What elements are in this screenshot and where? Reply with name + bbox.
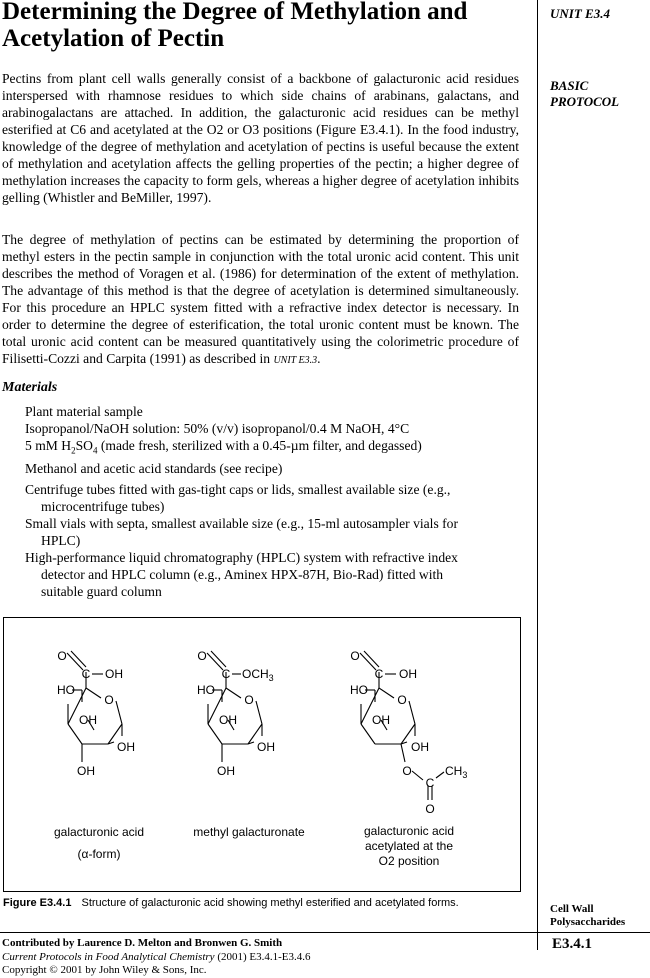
atom-label-och: OCH xyxy=(242,667,269,681)
material-line: Centrifuge tubes fitted with gas-tight caps or lids, smallest available size (e.g., xyxy=(25,482,451,497)
page-code: E3.4.1 xyxy=(552,936,593,952)
atom-label: OH xyxy=(219,713,237,727)
material-item: Plant material sample xyxy=(25,404,143,419)
h2so4-prefix: 5 mM H xyxy=(25,438,72,453)
atom-label xyxy=(445,764,467,780)
label-line: O2 position xyxy=(378,854,440,868)
atom-label: OH xyxy=(399,667,417,681)
figure-box xyxy=(3,617,521,892)
protocol-label-line2: PROTOCOL xyxy=(550,94,620,109)
label-line: galacturonic acid xyxy=(53,825,145,839)
vertical-rule xyxy=(537,0,538,950)
figure-caption xyxy=(3,897,459,909)
journal-name: Current Protocols in Food Analytical Chemistry xyxy=(2,951,215,963)
material-item xyxy=(25,437,525,460)
atom-label: OH xyxy=(411,740,429,754)
label-line: (α-form) xyxy=(77,847,121,861)
caption-label: Figure E3.4.1 xyxy=(3,897,72,909)
material-line: detector and HPLC column (e.g., Aminex HPX-87H, Bio-Rad) fitted with xyxy=(41,567,444,582)
atom-label: OH xyxy=(217,764,235,778)
label-galacturonic-acid xyxy=(24,824,174,862)
atom-label: C xyxy=(374,667,384,681)
page-title: Determining the Degree of Methylation and Acetylation of Pectin xyxy=(2,0,468,52)
protocol-label-line1: BASIC xyxy=(550,78,589,93)
unit-reference: UNIT E3.3 xyxy=(273,355,318,366)
material-line: High-performance liquid chromatography (HPLC) system with refractive index xyxy=(25,550,458,565)
atom-label: OH xyxy=(372,713,390,727)
intro-paragraph: Pectins from plant cell walls generally consist of a backbone of galacturonic acid residues interspersed with rhamnose residues to which side chains of arabinans, galactans, and arabinogalactans are attached. In addition, the galacturonic acid residues can be methyl esterified at C6 and acetylated at the O2 or O3 positions (Figure E3.4.1). In the food industry, knowledge of the degree of methylation and acetylation of pectins is useful because the extent of methylation and acetylation affects the gelling properties of the pectin; a higher degree of methylation increases the capacity to form gels, whereas a higher degree of acetylation inhibits gelling (Whistler and BeMiller, 1997). xyxy=(2,71,519,205)
material-item: Isopropanol/NaOH solution: 50% (v/v) isopropanol/0.4 M NaOH, 4°C xyxy=(25,421,410,436)
molecule-2-labels xyxy=(197,649,275,778)
atom-label: OH xyxy=(79,713,97,727)
atom-label: C xyxy=(221,667,231,681)
h2so4-mid: SO xyxy=(75,438,93,453)
label-line: acetylated at the xyxy=(364,839,454,853)
h2so4-suffix: (made fresh, sterilized with a 0.45-µm filter, and degassed) xyxy=(97,438,422,453)
atom-label: OH xyxy=(77,764,95,778)
atom-label: C xyxy=(425,776,435,790)
atom-label: OH xyxy=(105,667,123,681)
copyright: Copyright © 2001 by John Wiley & Sons, Inc. xyxy=(2,964,207,976)
atom-label: O xyxy=(425,802,435,816)
caption-text: Structure of galacturonic acid showing methyl esterified and acetylated forms. xyxy=(81,897,459,909)
footer-rule xyxy=(0,932,537,933)
atom-label: O xyxy=(350,649,360,663)
journal-citation xyxy=(2,951,311,964)
footer-rule-side xyxy=(537,932,650,933)
atom-label: O xyxy=(197,649,207,663)
h2so4-sub1: 2 xyxy=(71,445,76,456)
atom-subscript: 3 xyxy=(462,770,468,780)
atom-label: O xyxy=(57,649,67,663)
method-paragraph-end: . xyxy=(317,351,321,366)
atom-label-ch: CH xyxy=(445,764,463,778)
atom-label: O xyxy=(402,764,412,778)
atom-label: HO xyxy=(197,683,215,697)
material-item: Methanol and acetic acid standards (see recipe) xyxy=(25,460,283,476)
atom-label: O xyxy=(104,693,114,707)
label-methyl-galacturonate: methyl galacturonate xyxy=(193,825,305,839)
h2so4-sub2: 4 xyxy=(92,445,98,456)
label-line: galacturonic acid xyxy=(363,824,455,838)
atom-label: O xyxy=(397,693,407,707)
material-item xyxy=(25,549,525,600)
molecule-1-labels xyxy=(57,649,135,778)
atom-label: HO xyxy=(57,683,75,697)
material-item xyxy=(25,481,525,515)
method-paragraph-text: The degree of methylation of pectins can be estimated by determining the proportion of methyl esters in the pectin sample in conjunction with the total uronic acid content. This unit describes the method of Voragen et al. (1986) for determination of the extent of methylation. The advantage of this method is that the degree of acetylation is determined simultaneously. For this procedure an HPLC system fitted with a refractive index detector is necessary. In order to determine the degree of esterification, the total uronic content must be known. The total uronic acid content can be measured quantitatively using the colorimetric procedure of Filisetti-Cozzi and Carpita (1991) as described in xyxy=(2,232,519,366)
material-line: microcentrifuge tubes) xyxy=(41,499,165,514)
atom-label: OH xyxy=(117,740,135,754)
material-item xyxy=(25,515,525,549)
unit-label: UNIT E3.4 xyxy=(550,6,610,21)
materials-list-reagents xyxy=(25,403,525,477)
material-line: Small vials with septa, smallest available size (e.g., 15-ml autosampler vials for xyxy=(25,516,459,531)
materials-list-equipment xyxy=(25,481,525,600)
materials-heading: Materials xyxy=(2,380,58,395)
atom-label: O xyxy=(244,693,254,707)
contributors: Contributed by Laurence D. Melton and Bronwen G. Smith xyxy=(2,937,283,949)
atom-label: HO xyxy=(350,683,368,697)
method-paragraph xyxy=(2,231,519,369)
citation-pages: (2001) E3.4.1-E3.4.6 xyxy=(214,951,311,963)
material-line: suitable guard column xyxy=(41,584,162,599)
atom-label xyxy=(242,667,274,683)
atom-label: OH xyxy=(257,740,275,754)
section-label-line2: Polysaccharides xyxy=(550,916,626,928)
label-acetylated xyxy=(334,824,484,869)
section-label-line1: Cell Wall xyxy=(550,903,594,915)
atom-label: C xyxy=(81,667,91,681)
material-line: HPLC) xyxy=(41,533,81,548)
atom-subscript: 3 xyxy=(268,673,274,683)
